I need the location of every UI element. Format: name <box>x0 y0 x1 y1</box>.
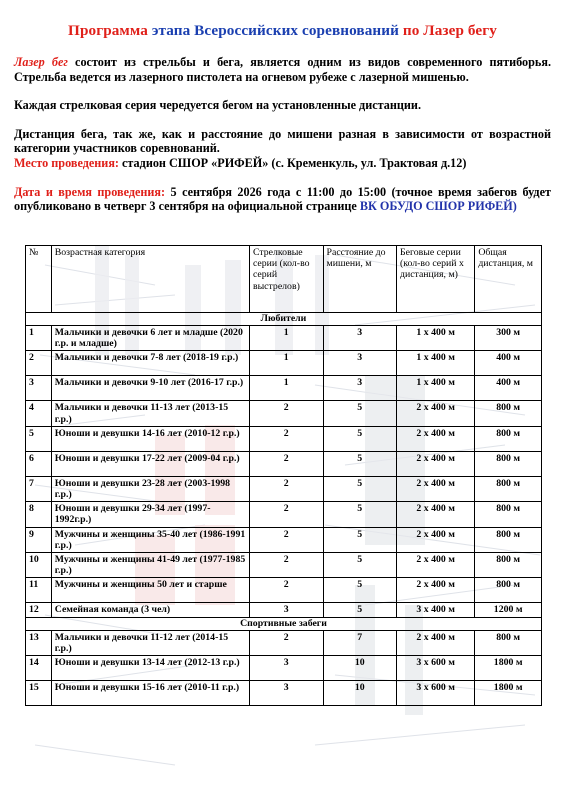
row-series: 2 <box>249 553 323 578</box>
section-amateur-row <box>26 313 542 326</box>
row-category: Мужчины и женщины 50 лет и старше <box>51 578 249 603</box>
row-total: 800 м <box>475 527 542 552</box>
row-total: 800 м <box>475 630 542 655</box>
table-row <box>26 681 542 706</box>
row-run: 2 х 400 м <box>396 527 474 552</box>
intro-text: состоит из стрельбы и бега, является одним из видов современного пятиборья. Стрельба ведется из лазерного пистолета на огневом рубеже с лазерной мишенью. <box>14 55 552 84</box>
row-run: 3 х 600 м <box>396 656 474 681</box>
program-table <box>25 245 542 706</box>
row-run: 2 х 400 м <box>396 476 474 501</box>
table-row <box>26 451 542 476</box>
row-total: 800 м <box>475 426 542 451</box>
row-num: 13 <box>26 630 52 655</box>
row-run: 3 х 400 м <box>396 603 474 617</box>
table-row <box>26 426 542 451</box>
datetime-value: 5 сентября 2026 года с 11:00 до 15:00 (точное время забегов будет опубликовано в четверг 3 сентября на официальной странице <box>14 184 551 214</box>
row-series: 1 <box>249 376 323 401</box>
row-category: Семейная команда (3 чел) <box>51 603 249 617</box>
row-num: 7 <box>26 476 52 501</box>
table-row <box>26 351 542 376</box>
title-part-3: по Лазер бегу <box>402 22 497 39</box>
row-category: Мужчины и женщины 41-49 лет (1977-1985 г.р.) <box>51 553 249 578</box>
row-total: 1200 м <box>475 603 542 617</box>
row-total: 800 м <box>475 502 542 527</box>
row-category: Юноши и девушки 13-14 лет (2012-13 г.р.) <box>51 656 249 681</box>
row-run: 2 х 400 м <box>396 553 474 578</box>
row-series: 2 <box>249 426 323 451</box>
section-amateur: Любители <box>26 313 542 326</box>
row-num: 3 <box>26 376 52 401</box>
table-row <box>26 502 542 527</box>
row-target: 5 <box>323 553 396 578</box>
intro-lead: Лазер бег <box>14 55 68 69</box>
row-target: 3 <box>323 376 396 401</box>
row-total: 300 м <box>475 326 542 351</box>
row-target: 5 <box>323 578 396 603</box>
section-sport-row <box>26 617 542 630</box>
row-num: 6 <box>26 451 52 476</box>
row-num: 8 <box>26 502 52 527</box>
row-series: 2 <box>249 451 323 476</box>
title-part-2: этапа Всероссийских соревнований <box>147 22 403 39</box>
vk-link[interactable]: ВК ОБУДО СШОР РИФЕЙ) <box>359 199 517 214</box>
row-category: Юноши и девушки 29-34 лет (1997-1992г.р.) <box>51 502 249 527</box>
row-num: 10 <box>26 553 52 578</box>
row-target: 10 <box>323 656 396 681</box>
row-target: 5 <box>323 426 396 451</box>
venue-label: Место проведения: <box>14 155 119 170</box>
table-row <box>26 527 542 552</box>
row-total: 400 м <box>475 351 542 376</box>
table-row <box>26 401 542 426</box>
header-category: Возрастная категория <box>51 246 249 313</box>
row-num: 11 <box>26 578 52 603</box>
row-num: 5 <box>26 426 52 451</box>
row-target: 3 <box>323 326 396 351</box>
table-row <box>26 656 542 681</box>
header-total: Общая дистанция, м <box>475 246 542 313</box>
row-num: 15 <box>26 681 52 706</box>
table-row <box>26 476 542 501</box>
row-run: 2 х 400 м <box>396 630 474 655</box>
row-run: 3 х 600 м <box>396 681 474 706</box>
row-series: 2 <box>249 630 323 655</box>
row-run: 2 х 400 м <box>396 578 474 603</box>
table-row <box>26 553 542 578</box>
row-category: Мальчики и девочки 11-13 лет (2013-15 г.р.) <box>51 401 249 426</box>
row-total: 1800 м <box>475 656 542 681</box>
section-sport: Спортивные забеги <box>26 617 542 630</box>
row-target: 5 <box>323 401 396 426</box>
row-category: Мужчины и женщины 35-40 лет (1986-1991 г.р.) <box>51 527 249 552</box>
row-series: 1 <box>249 351 323 376</box>
row-run: 1 х 400 м <box>396 351 474 376</box>
row-series: 2 <box>249 527 323 552</box>
row-series: 3 <box>249 603 323 617</box>
row-category: Мальчики и девочки 9-10 лет (2016-17 г.р.) <box>51 376 249 401</box>
row-series: 2 <box>249 502 323 527</box>
row-total: 800 м <box>475 578 542 603</box>
row-target: 10 <box>323 681 396 706</box>
row-num: 12 <box>26 603 52 617</box>
row-total: 800 м <box>475 476 542 501</box>
row-num: 1 <box>26 326 52 351</box>
row-series: 2 <box>249 476 323 501</box>
row-category: Юноши и девушки 23-28 лет (2003-1998 г.р.) <box>51 476 249 501</box>
series-paragraph: Каждая стрелковая серия чередуется бегом на установленные дистанции. <box>14 98 421 113</box>
row-total: 800 м <box>475 401 542 426</box>
row-run: 1 х 400 м <box>396 326 474 351</box>
row-target: 3 <box>323 351 396 376</box>
table-row <box>26 630 542 655</box>
datetime-paragraph <box>14 185 551 214</box>
row-run: 2 х 400 м <box>396 401 474 426</box>
row-series: 1 <box>249 326 323 351</box>
row-series: 2 <box>249 401 323 426</box>
header-run: Беговые серии (кол-во серий х дистанция, м) <box>396 246 474 313</box>
row-run: 1 х 400 м <box>396 376 474 401</box>
row-category: Мальчики и девочки 7-8 лет (2018-19 г.р.) <box>51 351 249 376</box>
row-num: 2 <box>26 351 52 376</box>
row-category: Юноши и девушки 14-16 лет (2010-12 г.р.) <box>51 426 249 451</box>
table-row <box>26 326 542 351</box>
table-row <box>26 603 542 617</box>
row-num: 14 <box>26 656 52 681</box>
row-series: 3 <box>249 681 323 706</box>
row-total: 800 м <box>475 451 542 476</box>
table-header-row <box>26 246 542 313</box>
row-num: 9 <box>26 527 52 552</box>
datetime-label: Дата и время проведения: <box>14 184 166 199</box>
row-category: Мальчики и девочки 6 лет и младше (2020 г.р. и младше) <box>51 326 249 351</box>
row-series: 3 <box>249 656 323 681</box>
row-target: 5 <box>323 451 396 476</box>
title-part-1: Программа <box>68 22 148 39</box>
distance-text: Дистанция бега, так же, как и расстояние до мишени разная в зависимости от возрастной категории участников соревнований. <box>14 126 551 156</box>
row-total: 400 м <box>475 376 542 401</box>
row-series: 2 <box>249 578 323 603</box>
row-target: 5 <box>323 603 396 617</box>
header-target: Расстояние до мишени, м <box>323 246 396 313</box>
row-total: 1800 м <box>475 681 542 706</box>
header-num: № <box>26 246 52 313</box>
row-category: Юноши и девушки 15-16 лет (2010-11 г.р.) <box>51 681 249 706</box>
row-target: 5 <box>323 527 396 552</box>
header-series: Стрелковые серии (кол-во серий выстрелов) <box>249 246 323 313</box>
intro-paragraph <box>14 55 551 84</box>
row-category: Юноши и девушки 17-22 лет (2009-04 г.р.) <box>51 451 249 476</box>
row-run: 2 х 400 м <box>396 426 474 451</box>
row-target: 5 <box>323 476 396 501</box>
distance-paragraph <box>14 127 551 171</box>
table-row <box>26 578 542 603</box>
row-target: 5 <box>323 502 396 527</box>
row-category: Мальчики и девочки 11-12 лет (2014-15 г.р.) <box>51 630 249 655</box>
row-target: 7 <box>323 630 396 655</box>
row-run: 2 х 400 м <box>396 502 474 527</box>
venue-value: стадион СШОР «РИФЕЙ» (с. Кременкуль, ул. Трактовая д.12) <box>118 155 467 170</box>
row-num: 4 <box>26 401 52 426</box>
page-title <box>14 0 551 40</box>
row-run: 2 х 400 м <box>396 451 474 476</box>
table-row <box>26 376 542 401</box>
row-total: 800 м <box>475 553 542 578</box>
